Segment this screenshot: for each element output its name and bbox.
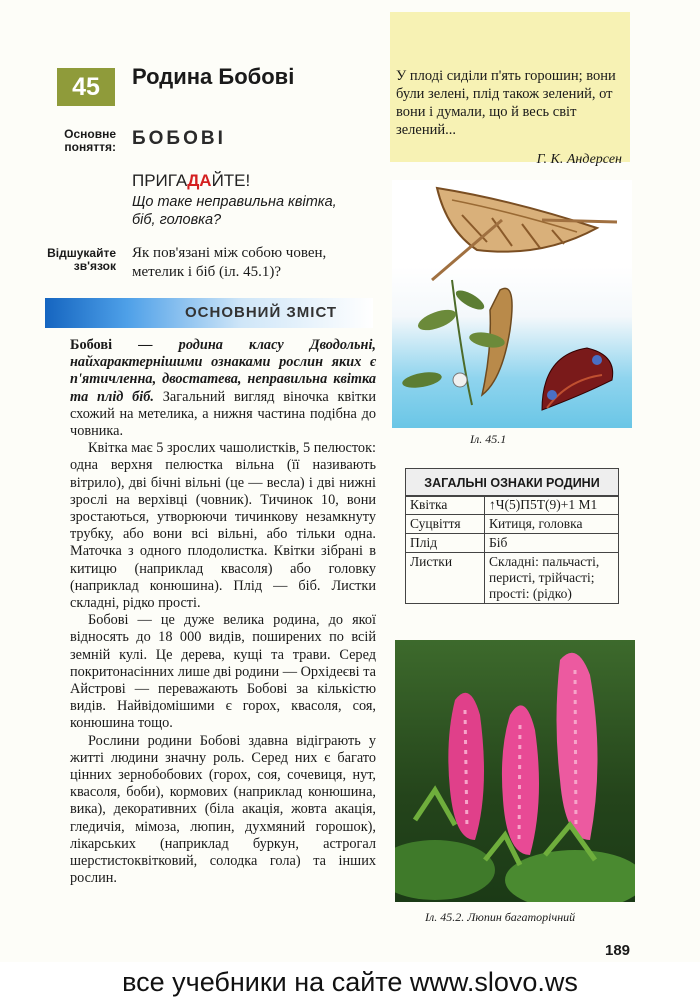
figure-lupine-photo [395, 640, 635, 902]
table-row [406, 496, 619, 515]
table-cell-label: Суцвіття [406, 515, 485, 534]
table-cell-label: Плід [406, 534, 485, 553]
remember-heading-prefix: ПРИГА [132, 171, 188, 190]
bean-plant-icon [401, 280, 512, 405]
remember-heading-suffix: ЙТЕ! [211, 171, 251, 190]
concept-label: Основне поняття: [64, 127, 116, 154]
main-content-band [45, 298, 373, 328]
paragraph-4: Рослини родини Бобові здавна відіграють у житті людини значну роль. Серед них є багато цінних зернобобових (горох, соя, сочевиця, нут, квасоля, боби), кормових (наприклад конюшина, вика), декоративних (біла акація, жовта акація, гледичія, мімоза, люпин, духмяний горошок), лікарських (наприклад буркун, астрогал шерстистоквітковий, солодка гола) та інших рослин. [70, 732, 376, 887]
table-row [406, 515, 619, 534]
lupine-icon [395, 640, 635, 902]
term-bold: Бобові [70, 337, 113, 353]
figure1-caption: Іл. 45.1 [470, 432, 507, 446]
paragraph-2: Квітка має 5 зрослих чашолистків, 5 пелюсток: одна верхня пелюстка вільна (її називають вітрило), дві бічні вільні (це — весла) і дві нижні зрослі на верхівці (човник). Тичинок 10, вони зростаються, утворюючи тичинкову незамкнуту трубку, або вони всі вільні, або тільки одна. Маточка з одного плодолистка. Квітки зібрані в китицю (наприклад квасоля) або головку (наприклад конюшина). Плід — біб. Листки складні, рідко прості. [70, 440, 376, 612]
concept-term: БОБОВІ [132, 128, 226, 149]
table-cell-value: Китиця, головка [485, 515, 619, 534]
lesson-number-badge [57, 68, 115, 106]
figure-boat-butterfly-bean [392, 180, 632, 428]
definition-italic: — родина класу Дводольні, найхарактернішими ознаками рослин яких є п'ятичленна, двостатева, неправильна квітка та плід біб. [70, 337, 376, 405]
figure2-caption: Іл. 45.2. Люпин багаторічний [425, 910, 576, 924]
remember-heading [132, 171, 250, 191]
butterfly-icon [542, 348, 613, 410]
epigraph-text: У плоді сиділи п'ять горошин; вони були зелені, плід також зелений, от вони і думали, що й весь світ зелений... [396, 68, 616, 138]
lesson-number: 45 [72, 72, 100, 101]
table-cell-label: Квітка [406, 496, 485, 515]
paragraph-1 [70, 337, 376, 440]
epigraph-author: Г. К. Андерсен [536, 152, 622, 167]
page-number: 189 [605, 942, 631, 959]
epigraph-box [390, 12, 630, 167]
features-table-title: ЗАГАЛЬНІ ОЗНАКИ РОДИНИ [405, 468, 619, 497]
table-row [406, 553, 619, 604]
body-text [70, 337, 376, 888]
find-link-label: Відшукайте зв'язок [47, 246, 116, 273]
main-content-heading: ОСНОВНИЙ ЗМІСТ [185, 304, 338, 321]
remember-heading-highlight: ДА [187, 171, 212, 190]
table-cell-value: Біб [485, 534, 619, 553]
paragraph-1-rest: Загальний вигляд віночка квітки схожий на метелика, а нижня частина подібна до човника. [70, 388, 376, 440]
table-cell-value: Складні: пальчасті, перисті, трійчасті; прості: (рідко) [485, 553, 619, 604]
table-row [406, 534, 619, 553]
footer-banner: все учебники на сайте www.slovo.ws [0, 962, 700, 1002]
find-link-text: Як пов'язані між собою човен, метелик і біб (іл. 45.1)? [132, 245, 327, 280]
features-table [405, 495, 619, 604]
paragraph-3: Бобові — це дуже велика родина, до якої відносять до 18 000 видів, поширених по всій земній кулі. Це дерева, кущі та трави. Серед покритонасінних лише дві родини — Орхідеєві та Айстрові — переважають Бобові за кількістю видів. Найвідомішими є горох, квасоля, соя, конюшина тощо. [70, 612, 377, 732]
table-cell-label: Листки [406, 553, 485, 604]
flower-formula: ↑Ч(5)П5Т(9)+1 М1 [485, 496, 619, 515]
boat-icon [432, 188, 617, 280]
page-title: Родина Бобові [132, 64, 295, 89]
illustration-45-1 [392, 180, 632, 428]
remember-question: Що таке неправильна квітка, біб, головка? [132, 194, 337, 228]
